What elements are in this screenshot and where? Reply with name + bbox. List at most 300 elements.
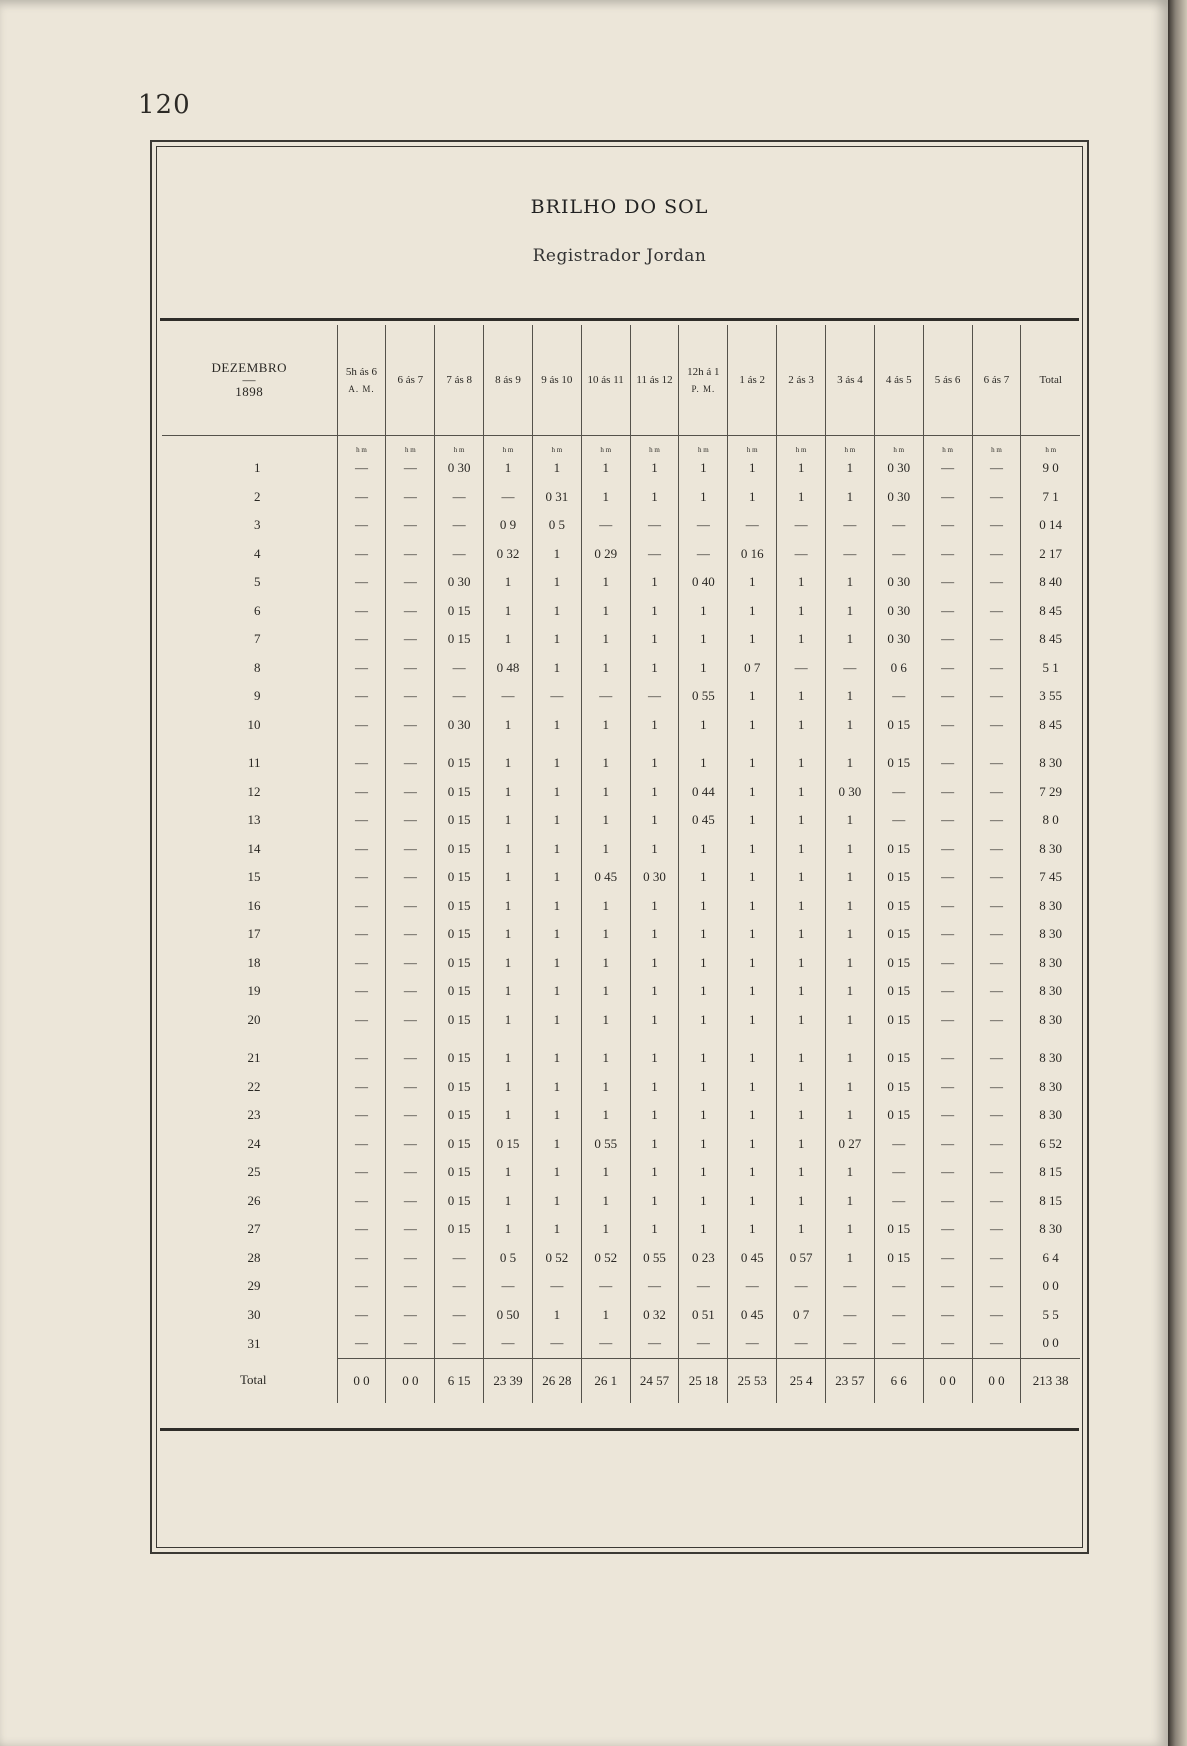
hour-cell: — [386,1187,435,1216]
hour-cell: — [630,682,679,711]
hour-cell: 1 [777,625,826,654]
hour-cell: — [874,682,923,711]
total-cell: 26 1 [581,1358,630,1403]
gap-cell [532,1034,581,1044]
hour-cell: 0 15 [435,920,484,949]
table-row [162,1130,1080,1159]
hour-cell: 0 15 [435,1215,484,1244]
hour-cell: 0 15 [874,977,923,1006]
hour-cell: 0 15 [874,749,923,778]
month-label: DEZEMBRO [211,360,288,375]
hour-cell: 0 30 [874,597,923,626]
hour-cell: — [874,1187,923,1216]
hour-cell: — [825,1301,874,1330]
hour-cell: 1 [630,1073,679,1102]
hour-cell: 1 [777,568,826,597]
hour-cell: — [386,863,435,892]
hour-cell: — [923,711,972,740]
hour-cell: 0 15 [874,892,923,921]
table-row [162,1272,1080,1301]
total-cell: 6 15 [435,1358,484,1403]
hour-cell: 1 [777,749,826,778]
hour-cell: 1 [825,920,874,949]
hour-cell: 1 [532,920,581,949]
gap-cell [972,1034,1021,1044]
hour-cell: 1 [728,892,777,921]
hour-cell: — [337,1158,386,1187]
hour-cell: — [972,778,1021,807]
total-cell: 23 39 [484,1358,533,1403]
total-cell: 213 38 [1021,1358,1080,1403]
hour-cell: 0 15 [435,892,484,921]
table-row [162,1044,1080,1073]
column-header-label: 9 ás 10 [541,374,573,386]
total-cell: 0 0 [337,1358,386,1403]
gap-cell [679,1034,728,1044]
day-number: 12 [247,783,261,799]
table-row [162,863,1080,892]
hour-cell: 1 [484,949,533,978]
hour-cell: — [386,597,435,626]
gap-cell [484,739,533,749]
gap-cell [162,1034,337,1044]
hour-cell: — [337,778,386,807]
hour-cell: 0 15 [874,711,923,740]
hour-cell: — [972,511,1021,540]
hour-cell: 1 [581,711,630,740]
total-label: Total [240,1372,267,1388]
hour-cell: 0 15 [874,920,923,949]
hour-cell: — [923,863,972,892]
hour-cell: 1 [581,625,630,654]
gap-cell [728,739,777,749]
hour-cell: 1 [630,625,679,654]
hour-cell: — [386,483,435,512]
hour-cell: — [337,1272,386,1301]
hour-cell: — [972,1329,1021,1358]
units-row [162,436,1080,455]
hour-cell: 1 [630,778,679,807]
hour-cell: 0 32 [484,540,533,569]
hour-cell: 0 16 [728,540,777,569]
hour-cell: 1 [630,568,679,597]
unit-label: h m [874,436,923,455]
hour-cell: 1 [630,949,679,978]
column-header [337,325,386,436]
hour-cell: — [777,540,826,569]
hour-cell: — [386,749,435,778]
table-row [162,1101,1080,1130]
day-total-cell: 8 45 [1021,625,1080,654]
hour-cell: 1 [679,1073,728,1102]
gap-cell [532,739,581,749]
hour-cell: 1 [630,920,679,949]
hour-cell: 1 [532,778,581,807]
hour-cell: — [337,1073,386,1102]
hour-cell: — [923,920,972,949]
hour-cell: 1 [777,977,826,1006]
hour-cell: 1 [679,1006,728,1035]
hour-cell: — [386,806,435,835]
hour-cell: — [923,749,972,778]
column-header-label: 1 ás 2 [739,374,766,386]
hour-cell: 1 [825,711,874,740]
day-total-cell: 2 17 [1021,540,1080,569]
day-total-cell: 8 45 [1021,597,1080,626]
hour-cell: 1 [630,1215,679,1244]
unit-label: h m [435,436,484,455]
hour-cell: 0 30 [874,483,923,512]
hour-cell: 1 [532,949,581,978]
table-row [162,1301,1080,1330]
hour-cell: 1 [581,949,630,978]
hour-cell: — [386,1130,435,1159]
hour-cell: 1 [532,711,581,740]
unit-label: h m [679,436,728,455]
day-number: 14 [247,840,261,856]
day-total-cell: 8 30 [1021,1215,1080,1244]
hour-cell: — [386,1073,435,1102]
hour-cell: — [386,977,435,1006]
hour-cell: — [972,1187,1021,1216]
gap-cell [874,1034,923,1044]
table-row [162,682,1080,711]
total-cell: 25 53 [728,1358,777,1403]
column-header [825,325,874,436]
day-number: 7 [254,631,261,647]
hour-cell: — [386,1301,435,1330]
hour-cell: — [972,654,1021,683]
hour-cell: — [337,682,386,711]
column-header [630,325,679,436]
hour-cell: — [337,1215,386,1244]
hour-cell: — [728,511,777,540]
hour-cell: 1 [825,1244,874,1273]
hour-cell: — [435,483,484,512]
hour-cell: 1 [728,977,777,1006]
hour-cell: — [972,1073,1021,1102]
hour-cell: — [777,511,826,540]
hour-cell: 1 [532,1187,581,1216]
hour-cell: 1 [728,863,777,892]
table-row [162,568,1080,597]
hour-cell: 1 [777,920,826,949]
hour-cell: — [874,511,923,540]
hour-cell: — [972,863,1021,892]
table-row [162,892,1080,921]
hour-cell: 1 [679,977,728,1006]
hour-cell: — [874,540,923,569]
hour-cell: — [581,1329,630,1358]
hour-cell: 0 6 [874,654,923,683]
hour-cell: 1 [728,949,777,978]
column-header-label: 11 ás 12 [636,374,673,386]
hour-cell: — [923,597,972,626]
hour-cell: — [337,863,386,892]
hour-cell: — [972,835,1021,864]
hour-cell: — [337,511,386,540]
hour-cell: 1 [679,483,728,512]
day-total-cell: 8 30 [1021,977,1080,1006]
hour-cell: 1 [532,597,581,626]
column-header [1021,325,1080,436]
hour-cell: — [972,682,1021,711]
hour-cell: 1 [728,483,777,512]
page-title: BRILHO DO SOL [530,196,709,218]
hour-cell: 1 [581,454,630,483]
day-total-cell: 8 30 [1021,1101,1080,1130]
hour-cell: — [337,920,386,949]
total-cell: 23 57 [825,1358,874,1403]
hour-cell: 0 15 [435,835,484,864]
table-row [162,454,1080,483]
table-row [162,511,1080,540]
hour-cell: 0 45 [581,863,630,892]
hour-cell: 1 [484,625,533,654]
table-row [162,835,1080,864]
hour-cell: 0 30 [435,568,484,597]
hour-cell: 0 15 [435,1187,484,1216]
unit-label: h m [630,436,679,455]
hour-cell: 1 [532,625,581,654]
hour-cell: 0 57 [777,1244,826,1273]
hour-cell: 0 23 [679,1244,728,1273]
hour-cell: 1 [532,1301,581,1330]
sunshine-table [162,325,1080,1403]
total-row [162,1358,1080,1403]
hour-cell: — [874,1158,923,1187]
unit-label: h m [777,436,826,455]
hour-cell: — [484,1329,533,1358]
hour-cell: 1 [777,1187,826,1216]
hour-cell: 1 [484,749,533,778]
hour-cell: 1 [581,1044,630,1073]
hour-cell: 1 [532,1044,581,1073]
hour-cell: 1 [630,454,679,483]
hour-cell: — [874,1329,923,1358]
hour-cell: 1 [728,1187,777,1216]
hour-cell: 1 [581,977,630,1006]
hour-cell: 0 30 [874,454,923,483]
hour-cell: 1 [532,977,581,1006]
hour-cell: 0 51 [679,1301,728,1330]
day-number: 31 [247,1335,261,1351]
hour-cell: 1 [825,977,874,1006]
hour-cell: 1 [484,1073,533,1102]
column-header-label: 3 ás 4 [837,374,863,386]
day-total-cell: 8 40 [1021,568,1080,597]
unit-label: h m [337,436,386,455]
hour-cell: — [777,1272,826,1301]
hour-cell: — [825,540,874,569]
day-total-cell: 0 14 [1021,511,1080,540]
hour-cell: 0 30 [825,778,874,807]
hour-cell: 1 [825,749,874,778]
hour-cell: 1 [484,1101,533,1130]
hour-cell: 1 [679,711,728,740]
hour-cell: — [923,1329,972,1358]
page-subtitle: Registrador Jordan [532,246,707,266]
hour-cell: — [337,949,386,978]
hour-cell: — [923,949,972,978]
day-number: 10 [247,716,261,732]
hour-cell: 1 [581,892,630,921]
gap-cell [435,739,484,749]
hour-cell: 1 [679,597,728,626]
hour-cell: 0 52 [532,1244,581,1273]
hour-cell: — [972,1101,1021,1130]
hour-cell: 1 [825,625,874,654]
hour-cell: 1 [777,483,826,512]
hour-cell: 1 [825,1044,874,1073]
day-total-cell: 7 1 [1021,483,1080,512]
hour-cell: 1 [728,920,777,949]
hour-cell: — [825,1272,874,1301]
day-total-cell: 3 55 [1021,682,1080,711]
book-spine-edge [1168,0,1187,1746]
unit-label: h m [484,436,533,455]
hour-cell: — [972,483,1021,512]
table-row [162,806,1080,835]
hour-cell: 0 30 [435,454,484,483]
hour-cell: 1 [679,1187,728,1216]
hour-cell: 1 [532,806,581,835]
hour-cell: 1 [581,1073,630,1102]
column-header-period: A. M. [348,384,375,394]
hour-cell: — [337,597,386,626]
table-frame [150,140,1089,1554]
hour-cell: 0 27 [825,1130,874,1159]
hour-cell: 1 [825,568,874,597]
hour-cell: — [972,1158,1021,1187]
unit-label: h m [972,436,1021,455]
column-header [532,325,581,436]
hour-cell: 0 5 [532,511,581,540]
day-number: 9 [254,688,261,704]
hour-cell: — [874,1130,923,1159]
hour-cell: 1 [825,682,874,711]
hour-cell: — [337,625,386,654]
day-number: 19 [247,983,261,999]
unit-label: h m [825,436,874,455]
gap-cell [581,1034,630,1044]
column-header [972,325,1021,436]
hour-cell: — [972,1006,1021,1035]
hour-cell: — [972,1244,1021,1273]
hour-cell: 1 [532,654,581,683]
day-total-cell: 6 4 [1021,1244,1080,1273]
day-number: 1 [254,460,261,476]
hour-cell: 1 [728,568,777,597]
hour-cell: — [777,654,826,683]
hour-cell: — [679,511,728,540]
hour-cell: — [386,654,435,683]
hour-cell: 1 [777,835,826,864]
hour-cell: — [337,1044,386,1073]
hour-cell: — [972,1272,1021,1301]
gap-cell [825,1034,874,1044]
column-header-period: P. M. [691,384,716,394]
hour-cell: 1 [484,1044,533,1073]
hour-cell: 1 [581,1215,630,1244]
hour-cell: 0 15 [435,625,484,654]
hour-cell: — [337,1301,386,1330]
hour-cell: 0 15 [874,1244,923,1273]
hour-cell: 0 40 [679,568,728,597]
hour-cell: 1 [825,863,874,892]
hour-cell: 1 [532,892,581,921]
hour-cell: 0 15 [435,778,484,807]
day-total-cell: 8 30 [1021,749,1080,778]
hour-cell: 1 [532,1158,581,1187]
hour-cell: 1 [581,597,630,626]
table-row [162,920,1080,949]
hour-cell: — [923,682,972,711]
month-header [162,325,337,436]
hour-cell: 0 5 [484,1244,533,1273]
total-cell: 0 0 [972,1358,1021,1403]
hour-cell: — [923,483,972,512]
hour-cell: — [435,1301,484,1330]
hour-cell: — [337,806,386,835]
hour-cell: 1 [825,949,874,978]
total-cell: 0 0 [386,1358,435,1403]
hour-cell: — [874,1272,923,1301]
hour-cell: — [386,949,435,978]
column-header-label: Total [1039,374,1062,386]
hour-cell: — [874,806,923,835]
hour-cell: — [923,835,972,864]
hour-cell: — [923,568,972,597]
hour-cell: — [337,454,386,483]
hour-cell: 1 [777,1215,826,1244]
hour-cell: — [337,1101,386,1130]
hour-cell: 1 [581,835,630,864]
gap-cell [825,739,874,749]
hour-cell: 1 [777,1158,826,1187]
hour-cell: — [679,540,728,569]
day-number: 6 [254,602,261,618]
table-row [162,1329,1080,1358]
hour-cell: — [972,1215,1021,1244]
hour-cell: 1 [728,1073,777,1102]
hour-cell: 1 [581,654,630,683]
day-number: 21 [247,1050,261,1066]
hour-cell: — [923,1215,972,1244]
hour-cell: — [581,682,630,711]
hour-cell: 1 [777,682,826,711]
hour-cell: 1 [825,806,874,835]
hour-cell: — [728,1329,777,1358]
table-row [162,1215,1080,1244]
gap-cell [923,1034,972,1044]
table-row [162,654,1080,683]
hour-cell: 0 52 [581,1244,630,1273]
hour-cell: 1 [630,806,679,835]
hour-cell: 1 [679,1044,728,1073]
hour-cell: 1 [630,597,679,626]
hour-cell: 1 [777,806,826,835]
table-row [162,977,1080,1006]
column-header [777,325,826,436]
hour-cell: — [484,1272,533,1301]
hour-cell: — [630,540,679,569]
hour-cell: 1 [679,863,728,892]
hour-cell: — [435,682,484,711]
day-total-cell: 7 45 [1021,863,1080,892]
hour-cell: 1 [679,1101,728,1130]
hour-cell: 1 [484,454,533,483]
